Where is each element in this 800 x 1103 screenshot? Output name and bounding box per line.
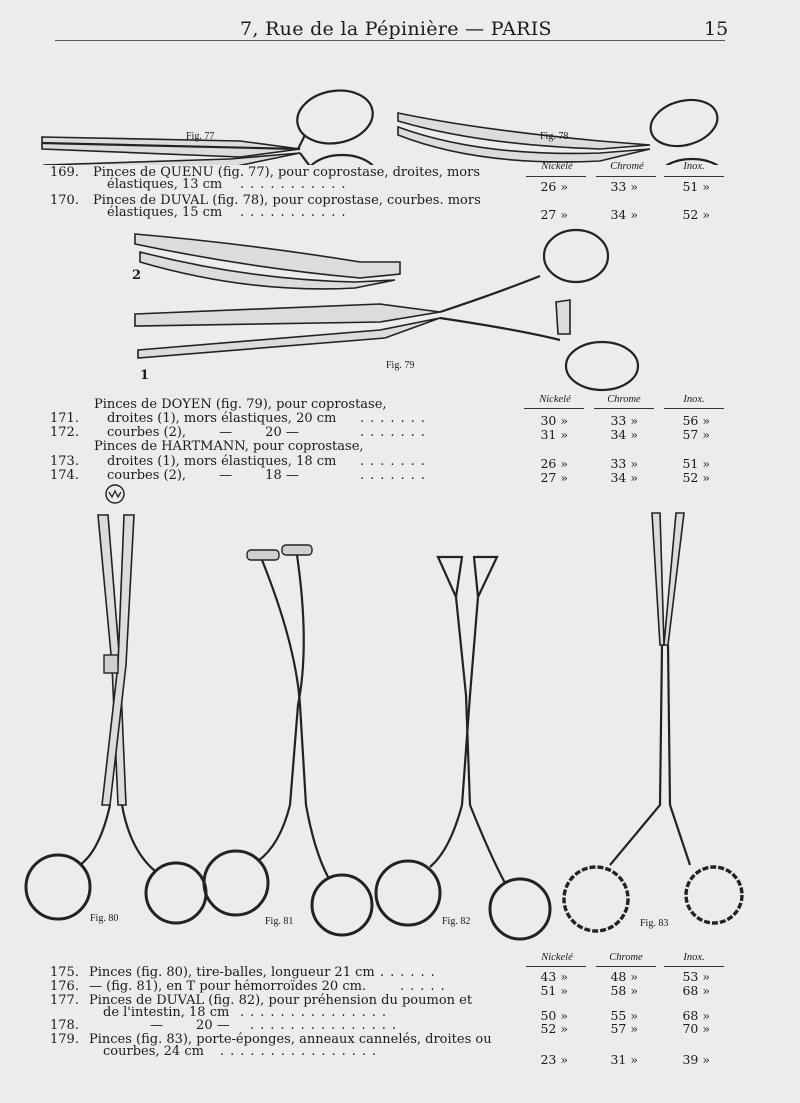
col-rule bbox=[594, 408, 654, 409]
price-chrome: 33 » bbox=[610, 179, 638, 194]
item-number: 175. bbox=[50, 965, 79, 980]
page-number: 15 bbox=[704, 18, 729, 40]
item-number: 173. bbox=[50, 454, 79, 469]
forceps-fig77-illustration bbox=[42, 85, 378, 165]
price-inox: 68 » bbox=[682, 983, 710, 998]
price-chrome: 55 » bbox=[610, 1008, 638, 1023]
leader-dots: ........... bbox=[240, 205, 352, 220]
header-rule bbox=[55, 40, 725, 41]
item-description-cont: courbes, 24 cm bbox=[103, 1044, 204, 1059]
price-inox: 39 » bbox=[682, 1052, 710, 1067]
col-rule bbox=[526, 966, 586, 967]
col-rule bbox=[664, 408, 724, 409]
price-nickel: 30 » bbox=[540, 413, 568, 428]
forceps-fig83-illustration bbox=[564, 513, 742, 931]
price-chrome: 34 » bbox=[610, 427, 638, 442]
forceps-fig78-illustration bbox=[398, 93, 728, 165]
leader-dots: ........... bbox=[240, 177, 352, 192]
item-description: Pinces de QUENU (fig. 77), pour coprostase, droites, mors bbox=[93, 165, 481, 180]
col-rule bbox=[596, 176, 656, 177]
col-rule bbox=[664, 176, 724, 177]
forceps-fig80-illustration bbox=[26, 515, 206, 923]
item-number: 178. bbox=[50, 1018, 79, 1033]
price-nickel: 23 » bbox=[540, 1052, 568, 1067]
price-chrome: 31 » bbox=[610, 1052, 638, 1067]
fig78-caption: Fig. 78 bbox=[540, 131, 569, 142]
group-heading-doyen: Pinces de DOYEN (fig. 79), pour coprostase, bbox=[94, 397, 387, 412]
figures-77-78 bbox=[0, 45, 800, 165]
col-rule bbox=[596, 966, 656, 967]
item-description-cont: élastiques, 13 cm bbox=[107, 177, 223, 192]
price-nickel: 26 » bbox=[540, 179, 568, 194]
price-inox: 56 » bbox=[682, 413, 710, 428]
price-nickel: 31 » bbox=[540, 427, 568, 442]
col-inox: Inox. bbox=[683, 161, 705, 172]
price-chrome: 33 » bbox=[610, 413, 638, 428]
leader-dots: ....... bbox=[360, 468, 431, 483]
price-chrome: 33 » bbox=[610, 456, 638, 471]
price-nickel: 27 » bbox=[540, 207, 568, 222]
price-chrome: 58 » bbox=[610, 983, 638, 998]
fig83-caption: Fig. 83 bbox=[640, 918, 669, 929]
leader-dots: ....... bbox=[360, 411, 431, 426]
price-inox: 70 » bbox=[682, 1021, 710, 1036]
item-number: 179. bbox=[50, 1032, 79, 1047]
item-number: 174. bbox=[50, 468, 79, 483]
figures-80-83 bbox=[0, 505, 800, 950]
item-description: Pinces (fig. 80), tire-balles, longueur 21 cm bbox=[89, 965, 375, 980]
price-inox: 57 » bbox=[682, 427, 710, 442]
fig79-label-2: 2 bbox=[132, 268, 142, 283]
price-inox: 51 » bbox=[682, 179, 710, 194]
col-nickel: Nickelé bbox=[541, 161, 573, 172]
leader-dots: ............... bbox=[250, 1018, 402, 1033]
item-description: Pinces de DUVAL (fig. 82), pour préhension du poumon et bbox=[89, 993, 473, 1008]
leader-dots: ....... bbox=[360, 425, 431, 440]
price-nickel: 52 » bbox=[540, 1021, 568, 1036]
col-chrome: Chrome bbox=[609, 952, 643, 963]
price-inox: 52 » bbox=[682, 207, 710, 222]
item-description: Pinces de DUVAL (fig. 78), pour coprostase, courbes. mors bbox=[93, 193, 481, 208]
fig82-caption: Fig. 82 bbox=[442, 916, 471, 927]
fig81-caption: Fig. 81 bbox=[265, 916, 294, 927]
price-nickel: 50 » bbox=[540, 1008, 568, 1023]
price-chrome: 57 » bbox=[610, 1021, 638, 1036]
price-nickel: 43 » bbox=[540, 969, 568, 984]
price-chrome: 34 » bbox=[610, 470, 638, 485]
price-inox: 68 » bbox=[682, 1008, 710, 1023]
col-chrome: Chrome bbox=[607, 394, 641, 405]
price-nickel: 26 » bbox=[540, 456, 568, 471]
item-description-cont: de l'intestin, 18 cm bbox=[103, 1005, 230, 1020]
group-heading-hartmann: Pinces de HARTMANN, pour coprostase, bbox=[94, 439, 364, 454]
fig79-label-1: 1 bbox=[140, 368, 150, 383]
item-description: courbes (2), — 18 — bbox=[107, 468, 299, 483]
col-inox: Inox. bbox=[683, 394, 705, 405]
leader-dots: ....... bbox=[360, 454, 431, 469]
col-chrome: Chromé bbox=[610, 161, 644, 172]
item-number: 170. bbox=[50, 193, 79, 208]
price-inox: 51 » bbox=[682, 456, 710, 471]
price-inox: 53 » bbox=[682, 969, 710, 984]
leader-dots: ................ bbox=[220, 1044, 383, 1059]
col-rule bbox=[524, 408, 584, 409]
item-description: courbes (2), — 20 — bbox=[107, 425, 299, 440]
maker-mark-icon bbox=[104, 482, 126, 506]
item-number: 169. bbox=[50, 165, 79, 180]
col-nickel: Nickelé bbox=[541, 952, 573, 963]
item-description: — (fig. 81), en T pour hémorroïdes 20 cm. bbox=[89, 979, 367, 994]
item-description: — 20 — bbox=[150, 1018, 230, 1033]
item-number: 177. bbox=[50, 993, 79, 1008]
fig77-caption: Fig. 77 bbox=[186, 131, 215, 142]
forceps-fig81-illustration bbox=[204, 545, 372, 935]
col-rule bbox=[664, 966, 724, 967]
item-description: droites (1), mors élastiques, 20 cm bbox=[107, 411, 337, 426]
price-nickel: 27 » bbox=[540, 470, 568, 485]
item-description: droites (1), mors élastiques, 18 cm bbox=[107, 454, 337, 469]
page-title: 7, Rue de la Pépinière — PARIS bbox=[240, 18, 552, 40]
price-inox: 52 » bbox=[682, 470, 710, 485]
item-description-cont: élastiques, 15 cm bbox=[107, 205, 223, 220]
price-nickel: 51 » bbox=[540, 983, 568, 998]
fig80-caption: Fig. 80 bbox=[90, 913, 119, 924]
price-chrome: 48 » bbox=[610, 969, 638, 984]
forceps-fig79-curved-jaw bbox=[135, 234, 400, 289]
col-inox: Inox. bbox=[683, 952, 705, 963]
item-description: Pinces (fig. 83), porte-éponges, anneaux cannelés, droites ou bbox=[89, 1032, 492, 1047]
fig79-caption: Fig. 79 bbox=[386, 360, 415, 371]
item-number: 171. bbox=[50, 411, 79, 426]
item-number: 176. bbox=[50, 979, 79, 994]
leader-dots: ............... bbox=[240, 1005, 392, 1020]
forceps-fig82-illustration bbox=[376, 557, 550, 939]
leader-dots: ..... bbox=[400, 979, 451, 994]
item-number: 172. bbox=[50, 425, 79, 440]
price-chrome: 34 » bbox=[610, 207, 638, 222]
col-rule bbox=[526, 176, 586, 177]
page-header bbox=[0, 14, 800, 38]
col-nickel: Nickelé bbox=[539, 394, 571, 405]
leader-dots: ...... bbox=[380, 965, 441, 980]
